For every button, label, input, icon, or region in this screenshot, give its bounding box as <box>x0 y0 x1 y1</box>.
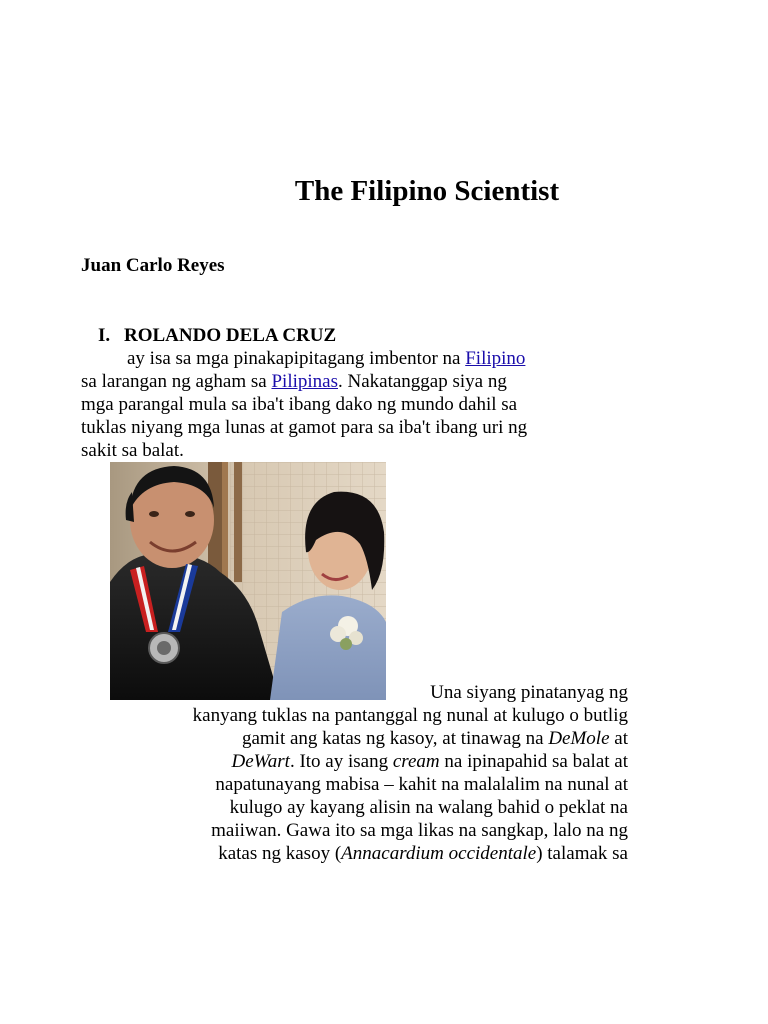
paragraph-line: kulugo ay kayang alisin na walang bahid o peklat na <box>229 797 628 818</box>
photo-illustration <box>110 462 386 700</box>
paragraph-line: napatunayang mabisa – kahit na malalalim na nunal at <box>215 774 628 795</box>
section-title: ROLANDO DELA CRUZ <box>124 325 337 346</box>
paragraph-line: Una siyang pinatanyag ng <box>430 682 628 703</box>
paragraph-intro <box>81 347 641 462</box>
paragraph-line: maiiwan. Gawa ito sa mga likas na sangkap, lalo na ng <box>211 820 628 841</box>
paragraph-line <box>81 347 641 370</box>
section-number: I. <box>98 325 111 346</box>
italic-term: DeWart <box>231 751 290 772</box>
link-filipino[interactable]: Filipino <box>465 348 526 369</box>
document-title: The Filipino Scientist <box>294 175 560 207</box>
link-pilipinas[interactable]: Pilipinas <box>271 371 338 392</box>
text-run: sa larangan ng agham sa <box>81 371 272 392</box>
paragraph-invention <box>60 681 628 865</box>
paragraph-line <box>60 750 628 773</box>
paragraph-line <box>81 370 641 393</box>
text-run: at <box>609 728 628 749</box>
italic-term: cream <box>392 751 440 772</box>
paragraph-line <box>60 842 628 865</box>
paragraph-line: kanyang tuklas na pantanggal ng nunal at kulugo o butlig <box>192 705 628 726</box>
photo-award-ceremony <box>110 462 386 700</box>
text-run: ) talamak sa <box>536 843 628 864</box>
text-run: gamit ang katas ng kasoy, at tinawag na <box>241 728 549 749</box>
text-run: katas ng kasoy ( <box>218 843 342 864</box>
paragraph-line: sakit sa balat. <box>81 440 184 461</box>
text-run: . Ito ay isang <box>289 751 393 772</box>
text-run: . Nakatanggap siya ng <box>337 371 507 392</box>
paragraph-line <box>60 727 628 750</box>
section-heading <box>98 324 336 348</box>
text-run: na ipinapahid sa balat at <box>439 751 628 772</box>
text-run: ay isa sa mga pinakapipitagang imbentor na <box>127 348 466 369</box>
paragraph-line: mga parangal mula sa iba't ibang dako ng mundo dahil sa <box>81 394 518 415</box>
author-name: Juan Carlo Reyes <box>81 255 225 276</box>
italic-term: DeMole <box>548 728 610 749</box>
paragraph-line: tuklas niyang mga lunas at gamot para sa iba't ibang uri ng <box>81 417 528 438</box>
italic-term: Annacardium occidentale <box>341 843 537 864</box>
